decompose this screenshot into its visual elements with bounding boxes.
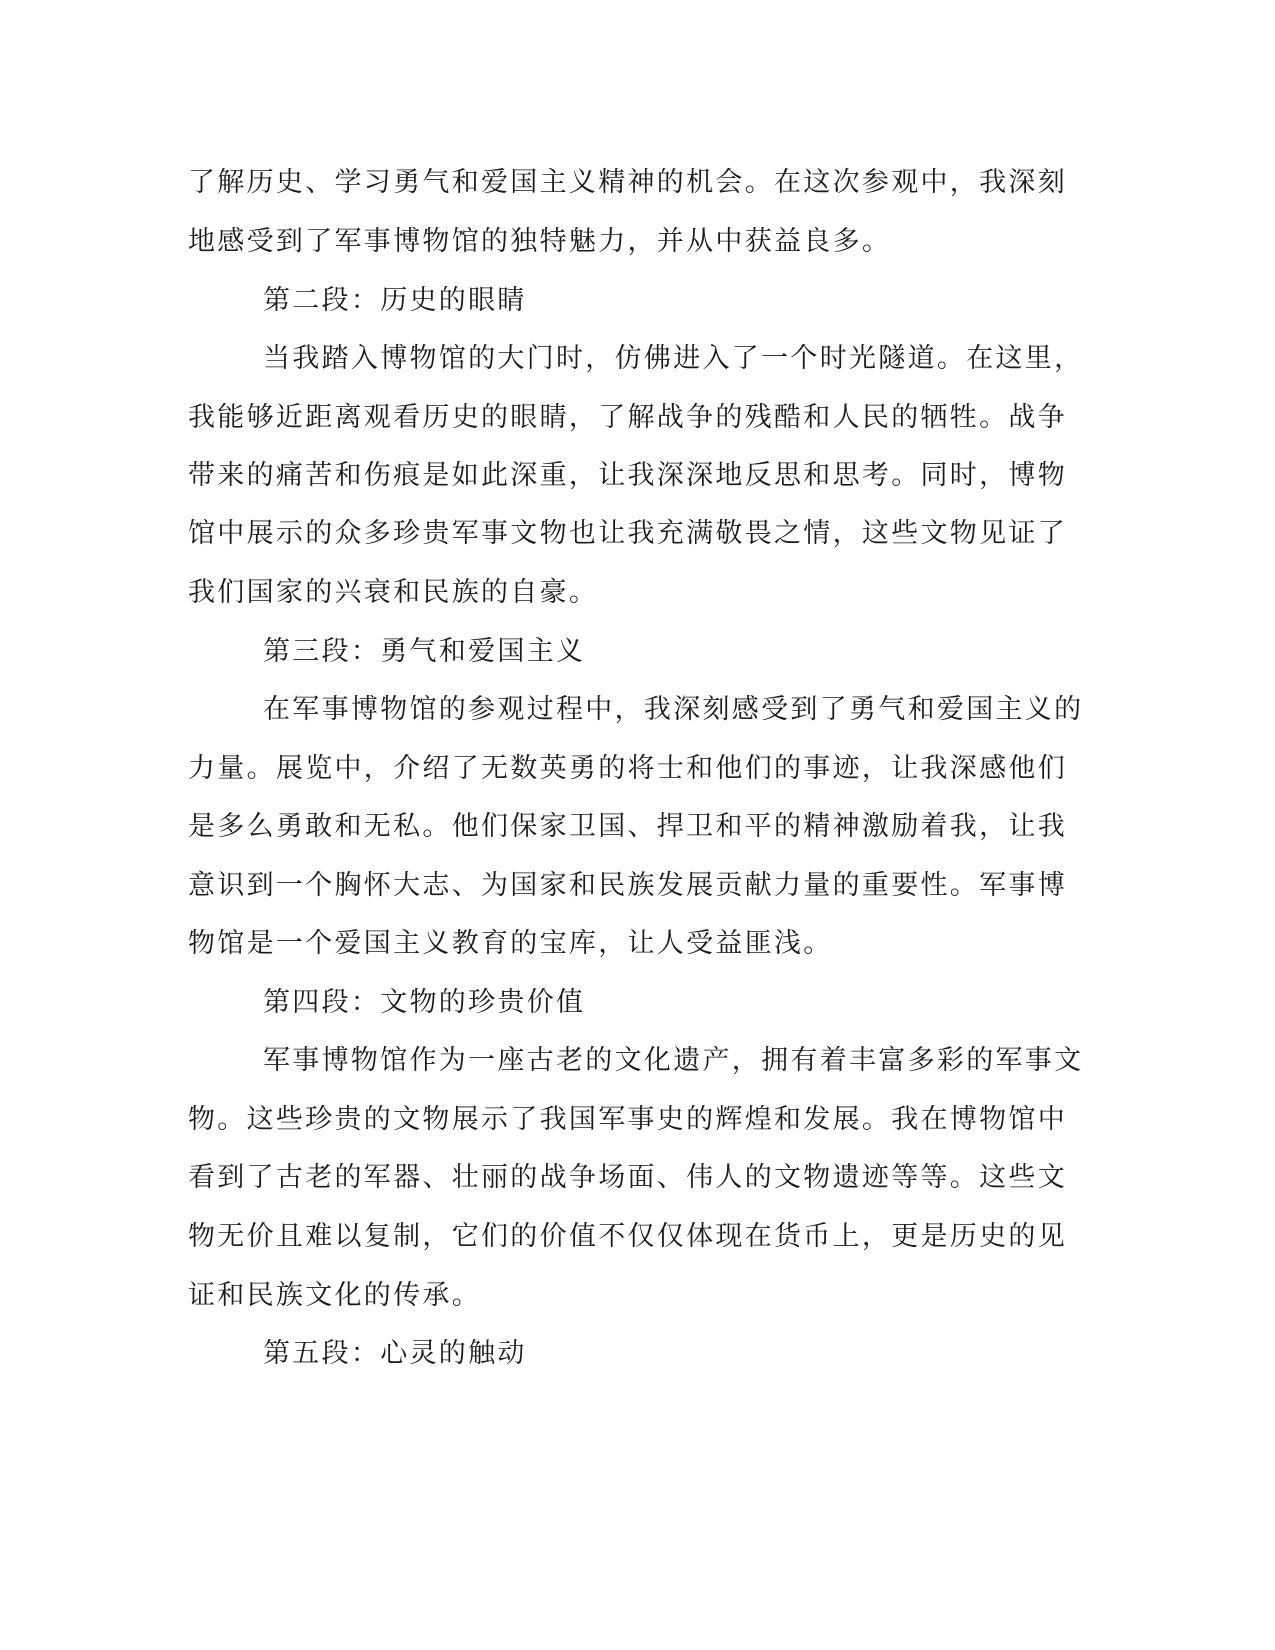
body-text-line: 证和民族文化的传承。	[188, 1280, 481, 1311]
body-text-line: 物馆是一个爱国主义教育的宝库，让人受益匪浅。	[188, 928, 833, 959]
body-text-line: 意识到一个胸怀大志、为国家和民族发展贡献力量的重要性。军事博	[188, 870, 1067, 901]
body-text-line: 在军事博物馆的参观过程中，我深刻感受到了勇气和爱国主义的	[263, 694, 1084, 725]
body-text-line: 带来的痛苦和伤痕是如此深重，让我深深地反思和思考。同时，博物	[188, 460, 1067, 491]
section-heading-4: 第四段：文物的珍贵价值	[263, 987, 586, 1018]
body-text-line: 物。这些珍贵的文物展示了我国军事史的辉煌和发展。我在博物馆中	[188, 1104, 1067, 1135]
section-heading-2: 第二段：历史的眼睛	[263, 285, 527, 316]
body-text-line: 地感受到了军事博物馆的独特魅力，并从中获益良多。	[188, 226, 892, 257]
body-text-line: 看到了古老的军器、壮丽的战争场面、伟人的文物遗迹等等。这些文	[188, 1162, 1067, 1193]
body-text-line: 馆中展示的众多珍贵军事文物也让我充满敬畏之情，这些文物见证了	[188, 518, 1067, 549]
body-text-line: 是多么勇敢和无私。他们保家卫国、捍卫和平的精神激励着我，让我	[188, 811, 1067, 842]
body-text-line: 军事博物馆作为一座古老的文化遗产，拥有着丰富多彩的军事文	[263, 1045, 1084, 1076]
body-text-line: 我能够近距离观看历史的眼睛，了解战争的残酷和人民的牺牲。战争	[188, 402, 1067, 433]
body-text-line: 力量。展览中，介绍了无数英勇的将士和他们的事迹，让我深感他们	[188, 753, 1067, 784]
section-heading-3: 第三段：勇气和爱国主义	[263, 636, 586, 667]
body-text-line: 当我踏入博物馆的大门时，仿佛进入了一个时光隧道。在这里，	[263, 343, 1084, 374]
body-text-line: 物无价且难以复制，它们的价值不仅仅体现在货币上，更是历史的见	[188, 1221, 1067, 1252]
body-text-line: 我们国家的兴衰和民族的自豪。	[188, 577, 599, 608]
body-text-line: 了解历史、学习勇气和爱国主义精神的机会。在这次参观中，我深刻	[188, 167, 1067, 198]
section-heading-5: 第五段：心灵的触动	[263, 1338, 527, 1369]
